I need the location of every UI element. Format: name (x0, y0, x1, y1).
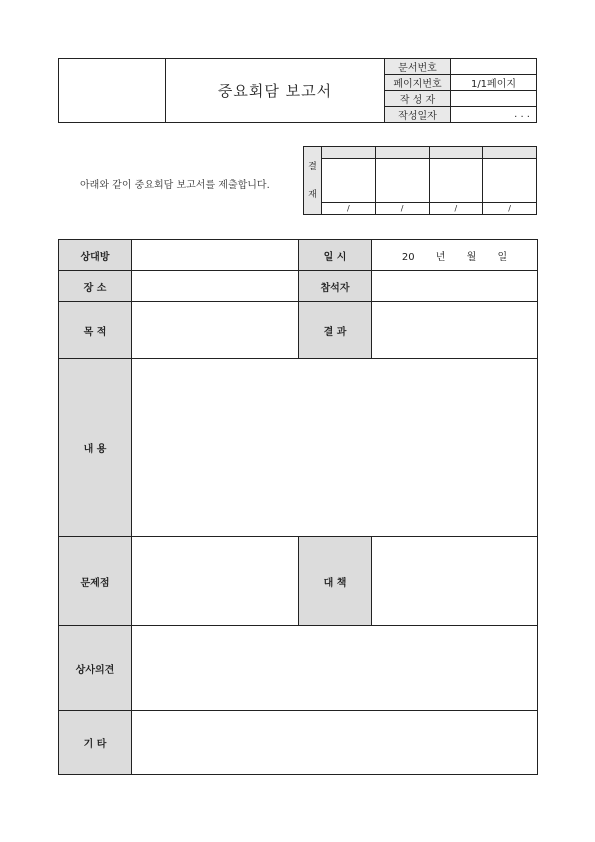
counterpart-label: 상대방 (59, 240, 132, 271)
author-value[interactable] (451, 91, 537, 107)
approval-sign-3[interactable] (429, 159, 483, 203)
approval-sign-2[interactable] (375, 159, 429, 203)
approval-date-4[interactable]: / (483, 203, 537, 215)
report-form (58, 239, 538, 775)
approval-date-1[interactable]: / (322, 203, 376, 215)
approval-head-3 (429, 147, 483, 159)
approval-date-3[interactable]: / (429, 203, 483, 215)
measure-field[interactable] (372, 537, 538, 626)
purpose-label: 목 적 (59, 302, 132, 359)
page-number-value: 1/1페이지 (451, 75, 537, 91)
doc-number-label: 문서번호 (385, 59, 451, 75)
datetime-label: 일 시 (299, 240, 372, 271)
place-label: 장 소 (59, 271, 132, 302)
measure-label: 대 책 (299, 537, 372, 626)
purpose-field[interactable] (132, 302, 299, 359)
written-date-value[interactable]: . . . (451, 107, 537, 123)
written-date-label: 작성일자 (385, 107, 451, 123)
attendees-label: 참석자 (299, 271, 372, 302)
approval-label (304, 147, 322, 215)
content-field[interactable] (132, 359, 538, 537)
approval-box (303, 146, 537, 215)
problem-field[interactable] (132, 537, 299, 626)
result-label: 결 과 (299, 302, 372, 359)
problem-label: 문제점 (59, 537, 132, 626)
approval-date-2[interactable]: / (375, 203, 429, 215)
page-number-label: 페이지번호 (385, 75, 451, 91)
other-field[interactable] (132, 711, 538, 775)
opinion-field[interactable] (132, 626, 538, 711)
author-label: 작 성 자 (385, 91, 451, 107)
datetime-field[interactable]: 20 년 월 일 (372, 240, 538, 271)
counterpart-field[interactable] (132, 240, 299, 271)
approval-head-4 (483, 147, 537, 159)
approval-label-top: 결 (308, 161, 317, 172)
opinion-label: 상사의견 (59, 626, 132, 711)
approval-head-2 (375, 147, 429, 159)
document-title: 중요회담 보고서 (166, 59, 385, 123)
approval-label-bottom: 재 (308, 189, 317, 200)
result-field[interactable] (372, 302, 538, 359)
other-label: 기 타 (59, 711, 132, 775)
document-header (58, 58, 537, 123)
approval-sign-1[interactable] (322, 159, 376, 203)
approval-sign-4[interactable] (483, 159, 537, 203)
approval-head-1 (322, 147, 376, 159)
place-field[interactable] (132, 271, 299, 302)
intro-text: 아래와 같이 중요회담 보고서를 제출합니다. (80, 180, 270, 191)
attendees-field[interactable] (372, 271, 538, 302)
doc-number-value[interactable] (451, 59, 537, 75)
content-label: 내 용 (59, 359, 132, 537)
logo-area (59, 59, 166, 123)
